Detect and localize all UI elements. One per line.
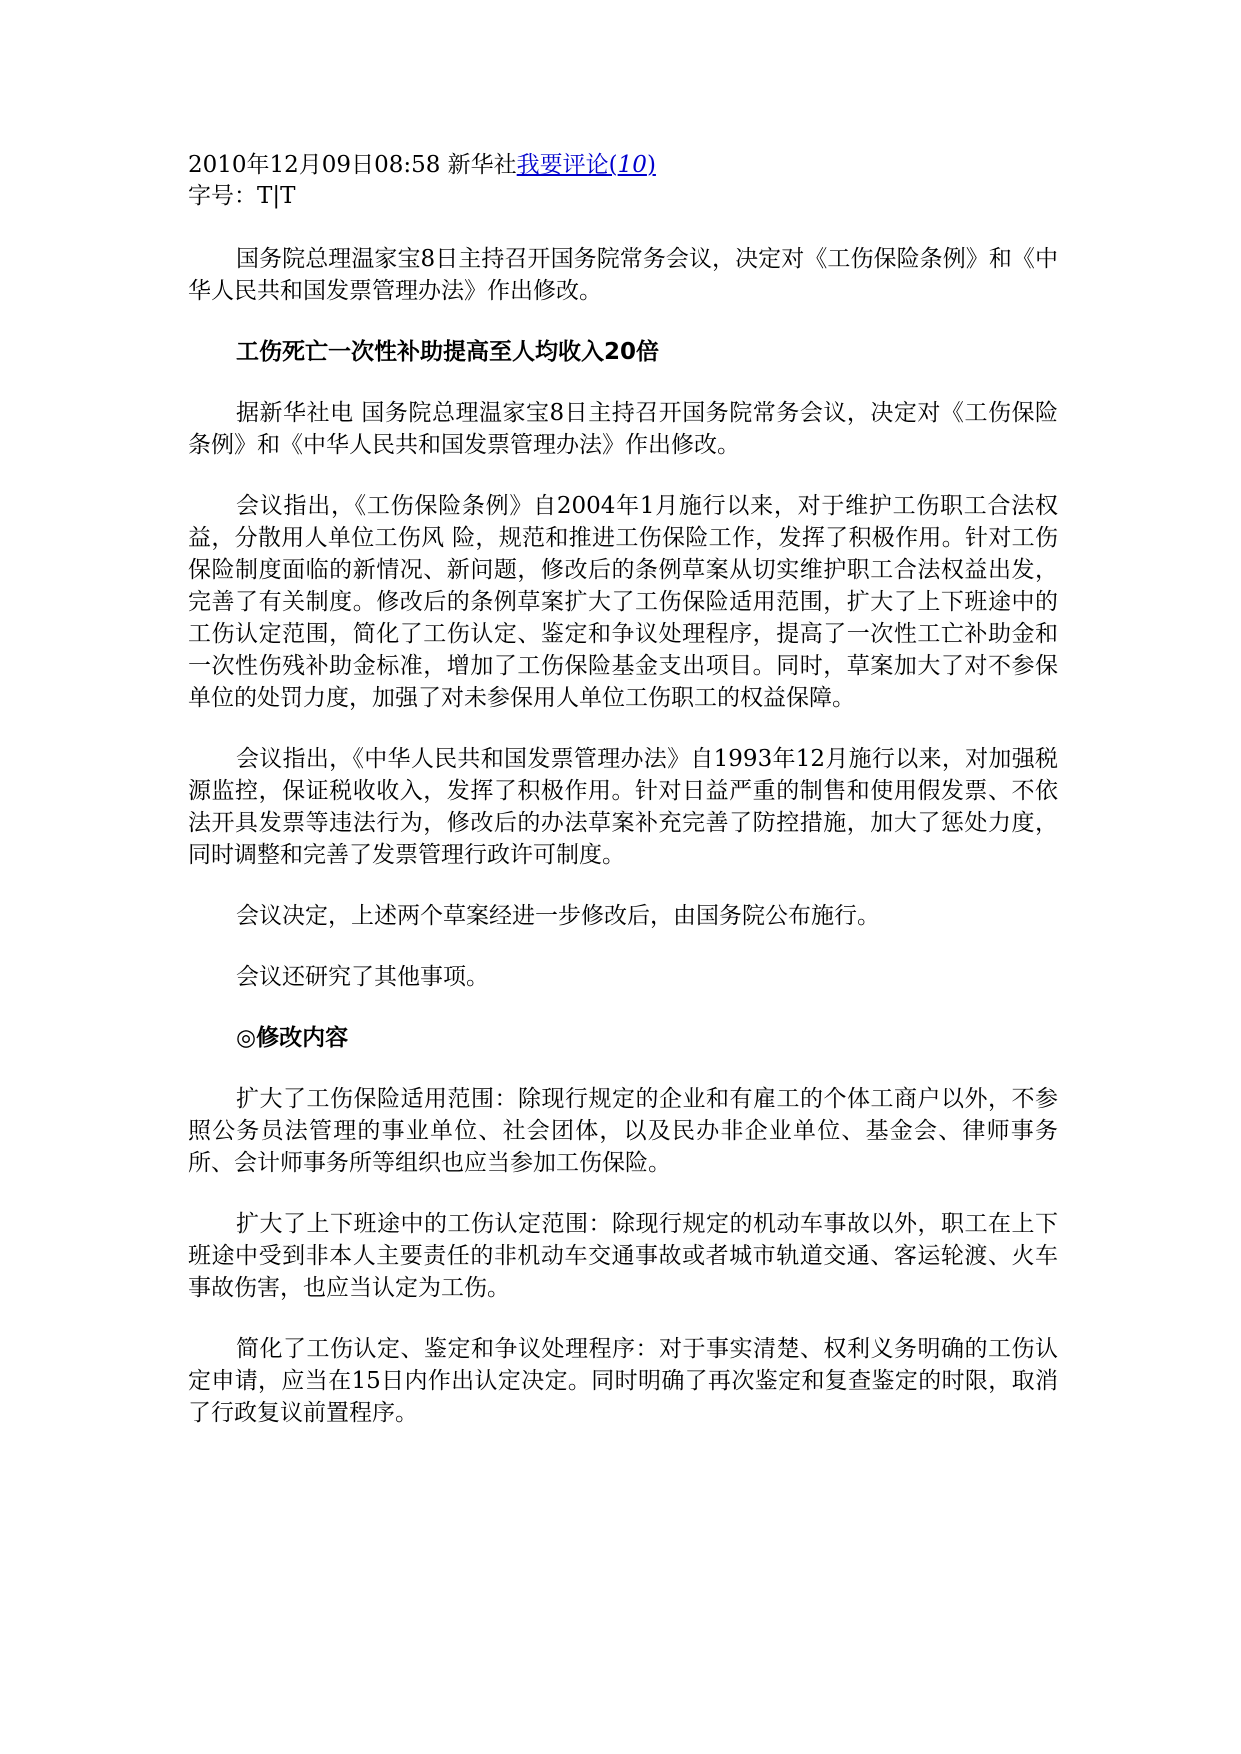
article-body bbox=[188, 243, 1058, 1458]
comment-link[interactable] bbox=[517, 152, 656, 178]
heading-compensation: 工伤死亡一次性补助提高至人均收入20倍 bbox=[236, 339, 660, 365]
paragraph-other-matters: 会议还研究了其他事项。 bbox=[236, 964, 489, 990]
heading-amendments: ◎修改内容 bbox=[236, 1025, 349, 1051]
paragraph-xinhua: 据新华社电 国务院总理温家宝8日主持召开国务院常务会议，决定对《工伤保险条例》和《中华人民共和国发票管理办法》作出修改。 bbox=[188, 400, 1058, 458]
comment-count: 10 bbox=[617, 152, 647, 178]
comment-link-text: 我要评论( bbox=[516, 152, 618, 178]
paragraph-invoice-regulation: 会议指出，《中华人民共和国发票管理办法》自1993年12月施行以来，对加强税源监控，保证税收收入，发挥了积极作用。针对日益严重的制售和使用假发票、不依法开具发票等违法行为，修改后的办法草案补充完善了防控措施，加大了惩处力度，同时调整和完善了发票管理行政许可制度。 bbox=[188, 746, 1058, 868]
paragraph-scope: 扩大了工伤保险适用范围：除现行规定的企业和有雇工的个体工商户以外，不参照公务员法管理的事业单位、社会团体，以及民办非企业单位、基金会、律师事务所、会计师事务所等组织也应当参加工伤保险。 bbox=[188, 1086, 1058, 1176]
paragraph-intro: 国务院总理温家宝8日主持召开国务院常务会议，决定对《工伤保险条例》和《中华人民共和国发票管理办法》作出修改。 bbox=[188, 246, 1058, 304]
paragraph-injury-regulation: 会议指出，《工伤保险条例》自2004年1月施行以来，对于维护工伤职工合法权益，分散用人单位工伤风 险，规范和推进工伤保险工作，发挥了积极作用。针对工伤保险制度面临的新情况、新问题，修改后的条例草案从切实维护职工合法权益出发，完善了有关制度。修改后的条例草案扩大了工伤保险适用范围，扩大了上下班途中的工伤认定范围，简化了工伤认定、鉴定和争议处理程序，提高了一次性工亡补助金和一次性伤残补助金标准，增加了工伤保险基金支出项目。同时，草案加大了对不参保单位的处罚力度，加强了对未参保用人单位工伤职工的权益保障。 bbox=[188, 493, 1058, 711]
font-size-control[interactable]: 字号：T|T bbox=[188, 183, 296, 209]
dateline-row bbox=[188, 150, 656, 181]
article-meta bbox=[188, 150, 656, 212]
dateline: 2010年12月09日08:58 新华社 bbox=[188, 152, 517, 178]
paragraph-commute: 扩大了上下班途中的工伤认定范围：除现行规定的机动车事故以外，职工在上下班途中受到非本人主要责任的非机动车交通事故或者城市轨道交通、客运轮渡、火车事故伤害，也应当认定为工伤。 bbox=[188, 1211, 1058, 1301]
paragraph-procedure: 简化了工伤认定、鉴定和争议处理程序：对于事实清楚、权利义务明确的工伤认定申请，应当在15日内作出认定决定。同时明确了再次鉴定和复查鉴定的时限，取消了行政复议前置程序。 bbox=[188, 1336, 1058, 1426]
paragraph-decision: 会议决定，上述两个草案经进一步修改后，由国务院公布施行。 bbox=[236, 903, 880, 929]
comment-link-close: ) bbox=[646, 152, 656, 178]
